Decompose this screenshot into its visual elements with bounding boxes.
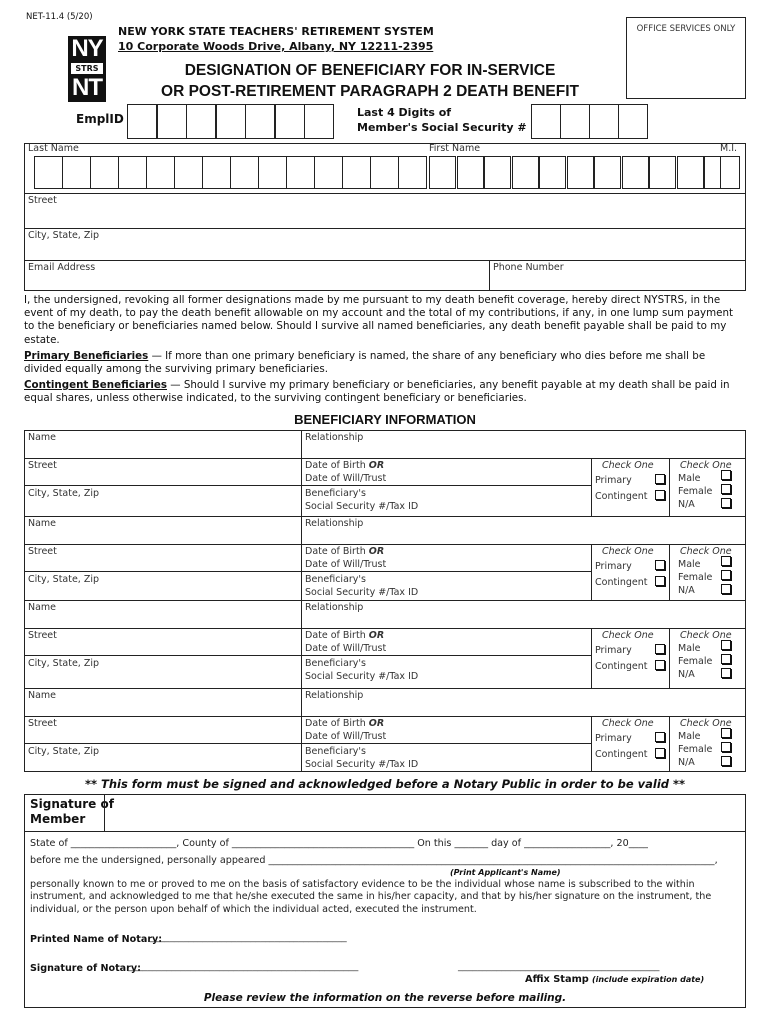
male-label: Male [678,731,701,742]
city-label: City, State, Zip [28,230,100,241]
primary-label: Primary [595,733,632,744]
state-county-line[interactable]: State of ______________________, County of ______________________________________ On this _______ day of __________________, 20____ [30,838,648,849]
beneficiary-header: BENEFICIARY INFORMATION [294,412,476,427]
logo-bottom: NT [72,74,102,101]
mi-cell[interactable] [720,156,740,189]
na-checkbox[interactable] [721,668,731,678]
divider [24,516,746,517]
contingent-checkbox[interactable] [655,748,665,758]
female-checkbox[interactable] [721,570,731,580]
divider [669,544,670,600]
divider [301,600,302,628]
divider [591,544,592,600]
emplid-label: EmplID [76,112,124,126]
primary-heading: Primary Beneficiaries [24,350,149,362]
male-label: Male [678,559,701,570]
na-label: N/A [678,757,695,768]
male-checkbox[interactable] [721,470,731,480]
form-code: NET-11.4 (5/20) [26,12,93,22]
email-input[interactable] [28,275,483,289]
ssn-label: Beneficiary's [305,488,366,499]
beneficiary-street-label: Street [28,460,57,471]
contingent-paragraph [24,379,746,405]
dob-text: Date of Birth [305,460,366,471]
ssn-label-2: Social Security #/Tax ID [305,671,419,682]
mi-label: M.I. [720,143,738,154]
notary-body: personally known to me or proved to me on the basis of satisfactory evidence to be the individual whose name is subscribed to the within instrument, and acknowledged to me that he/she executed the same in his/her capacity, and that by his/her signature on the instrument, the individual, or the person upon behalf of which the individual acted, executed the instrument. [30,879,712,915]
check-one-label: Check One [680,546,732,557]
will-trust-label: Date of Will/Trust [305,559,387,570]
will-trust-label: Date of Will/Trust [305,731,387,742]
printed-name-label: Printed Name of Notary: [30,934,163,945]
primary-checkbox[interactable] [655,732,665,742]
divider [591,458,592,516]
last-name-cell[interactable] [90,156,119,189]
logo-top: NY [71,35,103,62]
affix-stamp-label: Affix Stamp [525,974,589,985]
beneficiary-relationship-label: Relationship [305,432,364,443]
last-name-cell[interactable] [258,156,287,189]
check-one-label: Check One [602,546,654,557]
primary-checkbox[interactable] [655,474,665,484]
primary-label: Primary [595,475,632,486]
divider [669,716,670,772]
last-name-cell[interactable] [118,156,147,189]
org-address: 10 Corporate Woods Drive, Albany, NY 12211-2395 [118,40,434,53]
ssn-digit-cell[interactable] [531,104,561,139]
ssn-digit-cell[interactable] [560,104,590,139]
divider [301,516,302,544]
beneficiary-name-label: Name [28,432,57,443]
first-name-cell[interactable] [567,156,594,189]
divider [301,544,302,600]
printed-name-line[interactable]: _________________________________________ [150,932,347,943]
beneficiary-street-label: Street [28,630,57,641]
divider [301,430,302,458]
last-name-cell[interactable] [286,156,315,189]
will-trust-label: Date of Will/Trust [305,643,387,654]
divider [24,655,591,656]
na-label: N/A [678,585,695,596]
divider [591,628,592,688]
beneficiary-street-label: Street [28,546,57,557]
check-one-label: Check One [602,630,654,641]
check-one-label: Check One [680,718,732,729]
ssn-label-2: Social Security #/Tax ID [305,759,419,770]
ssn-digit-cell[interactable] [589,104,619,139]
beneficiary-city-label: City, State, Zip [28,574,100,585]
form-title-line1: DESIGNATION OF BENEFICIARY FOR IN-SERVICE [184,62,556,79]
city-input[interactable] [28,244,738,260]
emplid-digit-cell[interactable] [216,104,246,139]
dob-text: Date of Birth [305,630,366,641]
na-checkbox[interactable] [721,498,731,508]
form-title-line2: OR POST-RETIREMENT PARAGRAPH 2 DEATH BENEFIT [161,83,579,100]
last-name-cell[interactable] [174,156,203,189]
female-checkbox[interactable] [721,742,731,752]
last-name-cell[interactable] [370,156,399,189]
expiration-label: (include expiration date) [591,975,705,984]
check-one-label: Check One [602,718,654,729]
primary-checkbox[interactable] [655,644,665,654]
contingent-label: Contingent [595,661,648,672]
stamp-line[interactable]: __________________________________________ [458,961,660,972]
divider [24,544,746,545]
female-label: Female [678,572,713,583]
na-checkbox[interactable] [721,584,731,594]
beneficiary-relationship-label: Relationship [305,690,364,701]
emplid-digit-cell[interactable] [157,104,187,139]
first-name-cell[interactable] [457,156,484,189]
divider [24,628,746,629]
phone-input[interactable] [493,275,743,289]
primary-label: Primary [595,645,632,656]
last-name-cell[interactable] [398,156,427,189]
divider [301,716,302,772]
first-name-cell[interactable] [649,156,676,189]
dob-text: Date of Birth [305,546,366,557]
member-label: Member [30,812,86,826]
divider [24,600,746,601]
na-label: N/A [678,499,695,510]
divider [24,716,746,717]
notary-signature-label: Signature of Notary: [30,963,141,974]
contingent-checkbox[interactable] [655,490,665,500]
first-name-cell[interactable] [484,156,511,189]
nystrs-logo [68,36,106,102]
emplid-digit-cell[interactable] [275,104,305,139]
primary-label: Primary [595,561,632,572]
ssn-label-2: Social Security #/Tax ID [305,501,419,512]
first-name-cell[interactable] [539,156,566,189]
beneficiary-name-label: Name [28,602,57,613]
signature-of-label: Signature of [30,797,114,811]
will-trust-label: Date of Will/Trust [305,473,387,484]
email-label: Email Address [28,262,96,273]
divider [24,458,746,459]
beneficiary-name-label: Name [28,518,57,529]
last-name-cell[interactable] [342,156,371,189]
male-checkbox[interactable] [721,556,731,566]
contingent-label: Contingent [595,749,648,760]
divider [489,260,490,291]
contingent-text: — Should I survive my primary beneficiary or beneficiaries, any benefit payable at my death shall be paid in equal shares, unless otherwise indicated, to the surviving contingent beneficiary or beneficiaries. [24,379,730,405]
divider [24,743,591,744]
or-text: OR [368,546,385,557]
emplid-digit-cell[interactable] [127,104,157,139]
check-one-label: Check One [680,630,732,641]
male-label: Male [678,473,701,484]
divider [591,716,592,772]
intro-text: I, the undersigned, revoking all former designations made by me pursuant to my death benefit coverage, hereby direct NYSTRS, in the event of my death, to pay the death benefit allowable on my account and the total of my contributions, if any, in one lump sum payment to the beneficiary or beneficiaries named below. Should I survive all named beneficiaries, any death benefit payable shall be paid to my estate. [24,294,734,346]
contingent-checkbox[interactable] [655,576,665,586]
divider [669,628,670,688]
or-text: OR [368,630,385,641]
ssn-label-line2: Member's Social Security # [357,121,527,134]
beneficiary-relationship-label: Relationship [305,518,364,529]
last-name-cell[interactable] [202,156,231,189]
office-services-box [626,17,746,99]
female-checkbox[interactable] [721,484,731,494]
first-name-cell[interactable] [677,156,704,189]
ssn-label-line1: Last 4 Digits of [357,106,452,119]
divider [301,688,302,716]
female-checkbox[interactable] [721,654,731,664]
beneficiary-city-label: City, State, Zip [28,746,100,757]
divider [301,458,302,516]
office-services-label: OFFICE SERVICES ONLY [636,24,736,34]
emplid-digit-cell[interactable] [186,104,216,139]
beneficiary-relationship-label: Relationship [305,602,364,613]
contingent-heading: Contingent Beneficiaries [24,379,168,391]
check-one-label: Check One [602,460,654,471]
or-text: OR [368,718,385,729]
last-name-label: Last Name [28,143,79,154]
beneficiary-name-label: Name [28,690,57,701]
notary-note: ** This form must be signed and acknowledged before a Notary Public in order to be valid ** [84,777,686,791]
beneficiary-city-label: City, State, Zip [28,658,100,669]
divider [301,628,302,688]
dob-label [305,630,384,641]
divider [24,260,746,261]
ssn-label-2: Social Security #/Tax ID [305,587,419,598]
ssn-digit-cell[interactable] [618,104,648,139]
first-name-cell[interactable] [594,156,621,189]
street-input[interactable] [28,210,738,226]
check-one-label: Check One [680,460,732,471]
divider [24,228,746,229]
male-checkbox[interactable] [721,640,731,650]
ssn-label: Beneficiary's [305,658,366,669]
dob-label [305,460,384,471]
primary-paragraph [24,350,746,376]
female-label: Female [678,486,713,497]
female-label: Female [678,744,713,755]
divider [669,458,670,516]
last-name-cell[interactable] [146,156,175,189]
divider [24,193,746,194]
na-label: N/A [678,669,695,680]
divider [24,571,591,572]
divider [24,831,746,832]
dob-label [305,718,384,729]
contingent-checkbox[interactable] [655,660,665,670]
street-label: Street [28,195,57,206]
print-applicant-caption: (Print Applicant's Name) [450,868,561,877]
last-name-cell[interactable] [34,156,63,189]
last-name-cell[interactable] [230,156,259,189]
logo-band: STRS [70,62,104,75]
male-label: Male [678,643,701,654]
dob-text: Date of Birth [305,718,366,729]
or-text: OR [368,460,385,471]
first-name-cell[interactable] [429,156,456,189]
contingent-label: Contingent [595,491,648,502]
last-name-cell[interactable] [62,156,91,189]
ssn-label: Beneficiary's [305,574,366,585]
first-name-cell[interactable] [512,156,539,189]
first-name-label: First Name [429,143,481,154]
beneficiary-street-label: Street [28,718,57,729]
primary-text: — If more than one primary beneficiary is named, the share of any beneficiary who dies before me shall be divided equally among the surviving primary beneficiaries. [24,350,706,376]
divider [24,688,746,689]
appeared-line[interactable]: before me the undersigned, personally appeared _____________________________________________________________________________________________, [30,855,718,866]
affix-stamp-caption [525,974,704,985]
footer-note: Please review the information on the reverse before mailing. [203,992,567,1004]
last-name-cell[interactable] [314,156,343,189]
notary-signature-line[interactable]: ________________________________________________ [128,961,359,972]
male-checkbox[interactable] [721,728,731,738]
female-label: Female [678,656,713,667]
dob-label [305,546,384,557]
beneficiary-city-label: City, State, Zip [28,488,100,499]
emplid-digit-cell[interactable] [304,104,334,139]
phone-label: Phone Number [493,262,564,273]
primary-checkbox[interactable] [655,560,665,570]
emplid-digit-cell[interactable] [245,104,275,139]
contingent-label: Contingent [595,577,648,588]
member-signature-field[interactable] [104,798,744,828]
first-name-cell[interactable] [622,156,649,189]
na-checkbox[interactable] [721,756,731,766]
ssn-label: Beneficiary's [305,746,366,757]
org-name: NEW YORK STATE TEACHERS' RETIREMENT SYSTEM [118,25,434,38]
divider [24,485,591,486]
